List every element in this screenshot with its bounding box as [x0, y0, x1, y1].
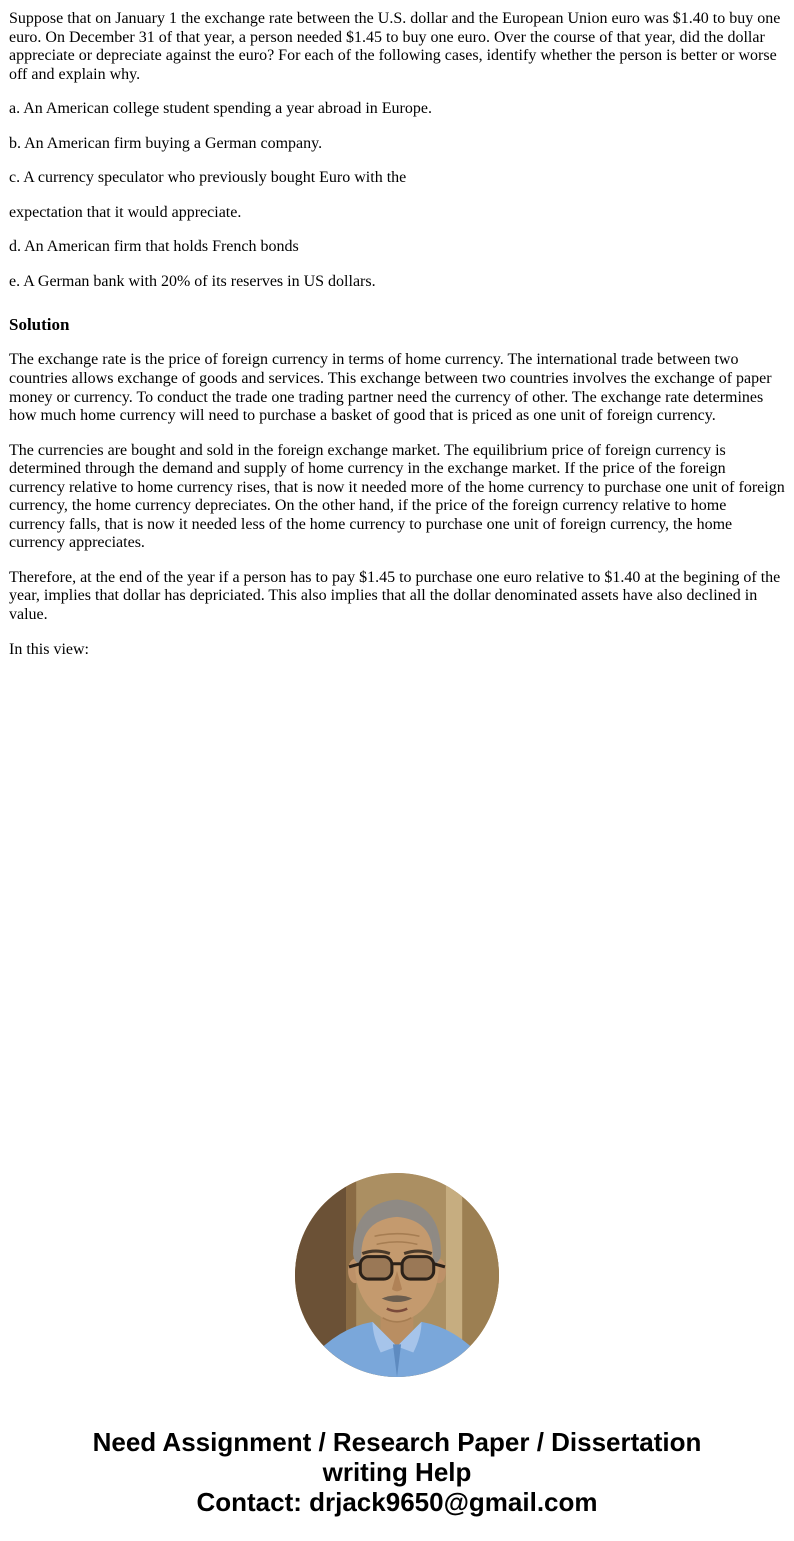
solution-paragraph-1: The exchange rate is the price of foreign currency in terms of home currency. The international trade between two countries allows exchange of goods and services. This exchange between two countries involves the exchange of paper money or currency. To conduct the trade one trading partner need the currency of other. The exchange rate determines how much home currency will need to purchase a basket of good that is priced as one unit of foreign currency.: [9, 351, 772, 425]
solution-heading: Solution: [9, 315, 70, 335]
solution-paragraph-2: The currencies are bought and sold in the foreign exchange market. The equilibrium price of foreign currency is determined through the demand and supply of home currency in the exchange market. If the price of the foreign currency relative to home currency rises, that is now it needed more of the home currency to purchase one unit of foreign currency, the home currency depreciates. On the other hand, if the price of the foreign currency relative to home currency falls, that is now it needed less of the home currency to purchase one unit of foreign currency, the home currency appreciates.: [9, 441, 785, 552]
question-item-b: b. An American firm buying a German company.: [9, 134, 323, 152]
solution-in-this-view: In this view:: [9, 640, 89, 658]
question-intro: Suppose that on January 1 the exchange rate between the U.S. dollar and the European Union euro was $1.40 to buy one euro. On December 31 of that year, a person needed $1.45 to buy one euro. Over the course of that year, did the dollar appreciate or depreciate against the euro? For each of the following cases, identify whether the person is better or worse off and explain why.: [9, 10, 781, 83]
instructor-photo-illustration: [295, 1173, 499, 1377]
question-item-e: e. A German bank with 20% of its reserves in US dollars.: [9, 272, 376, 290]
question-item-c: c. A currency speculator who previously bought Euro with the: [9, 169, 407, 187]
footer-line-2: writing Help: [322, 1457, 472, 1488]
question-item-d: d. An American firm that holds French bonds: [9, 238, 299, 256]
whitespace-spacer: [0, 675, 794, 1173]
question-item-a: a. An American college student spending a year abroad in Europe.: [9, 100, 432, 118]
instructor-photo: [295, 1173, 499, 1377]
footer-line-1: Need Assignment / Research Paper / Dissertation: [92, 1427, 702, 1458]
footer-banner: [0, 1427, 794, 1541]
question-item-c-continued: expectation that it would appreciate.: [9, 203, 242, 221]
document-body: [0, 10, 794, 659]
contact-email-text: Contact: drjack9650@gmail.com: [196, 1487, 598, 1518]
solution-paragraph-3: Therefore, at the end of the year if a person has to pay $1.45 to purchase one euro relative to $1.40 at the begining of the year, implies that dollar has depriciated. This also implies that all the dollar denominated assets have also declined in value.: [9, 568, 781, 624]
